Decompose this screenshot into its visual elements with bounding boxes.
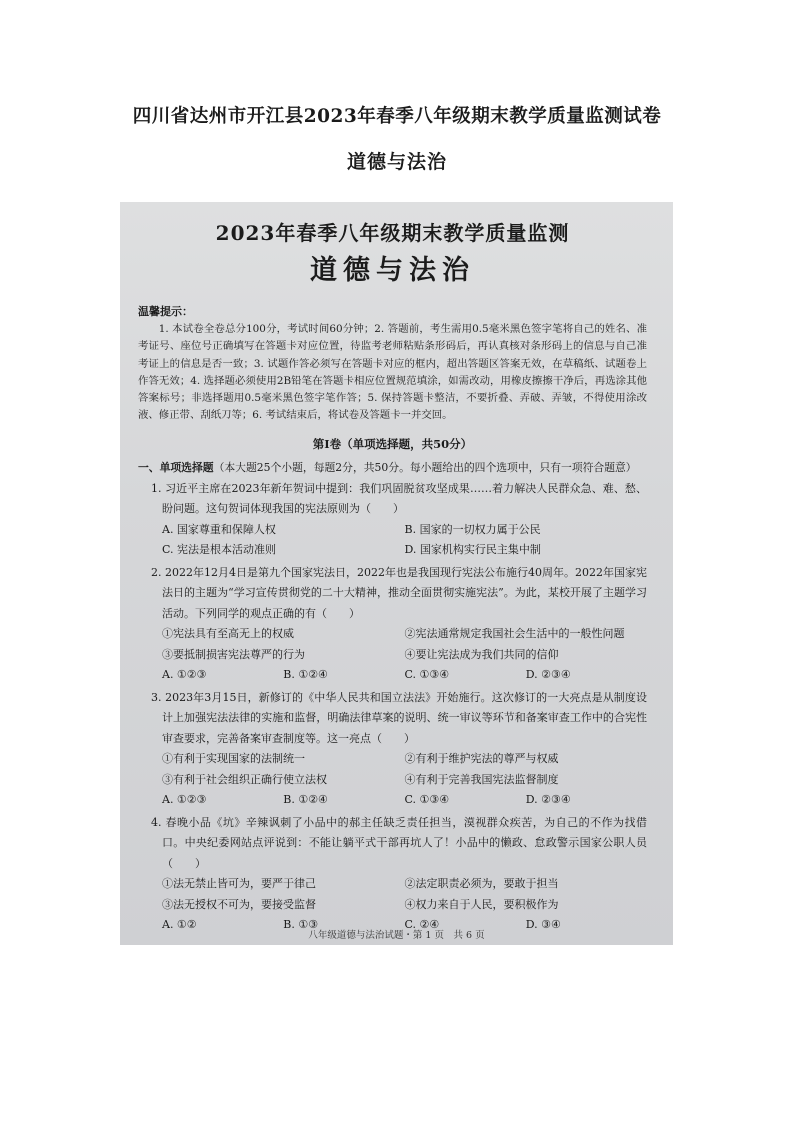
- choice-d: D. ②③④: [525, 668, 571, 682]
- page-footer: 八年级道德与法治试题・第 1 页 共 6 页: [308, 930, 485, 941]
- paper-subject: 道德与法治: [310, 255, 475, 286]
- option-b: B. 国家的一切权力属于公民: [404, 522, 541, 536]
- question-stem: 3. 2023年3月15日，新修订的《中华人民共和国立法法》开始施行。这次修订的一大亮点是从制度设计上加强宪法法律的实施和监督，明确法律草案的说明、统一审议等环节和备案审查工作中的合宪性审查要求，完善备案审查制度等。这一亮点（ ）: [151, 690, 647, 745]
- question-3: [138, 688, 647, 811]
- question-1: [138, 479, 647, 561]
- section-title: [138, 459, 647, 477]
- option-list: [138, 520, 647, 561]
- section-label: 一、单项选择题: [138, 460, 214, 474]
- document-subtitle: 道德与法治: [346, 151, 447, 173]
- statement-1: ①有利于实现国家的法制统一: [162, 752, 305, 766]
- question-stem: 2. 2022年12月4日是第九个国家宪法日，2022年也是我国现行宪法公布施行40周年。2022年国家宪法日的主题为“学习宣传贯彻党的二十大精神，推动全面贯彻实施宪法”。为此，某校开展了主题学习活动。下列同学的观点正确的有（ ）: [151, 565, 647, 620]
- statement-3: ③有利于社会组织正确行使立法权: [162, 772, 327, 786]
- question-2: [138, 563, 647, 686]
- statement-list: [138, 749, 647, 790]
- statement-4: ④有利于完善我国宪法监督制度: [404, 772, 559, 786]
- section-desc: （本大题25个小题，每题2分，共50分。每小题给出的四个选项中，只有一项符合题意）: [213, 460, 637, 474]
- choice-b: B. ①②④: [283, 668, 328, 682]
- part-title: 第Ⅰ卷（单项选择题，共50分）: [312, 436, 473, 451]
- choice-d: D. ③④: [525, 918, 561, 932]
- choice-d: D. ②③④: [525, 793, 571, 807]
- question-stem: 1. 习近平主席在2023年新年贺词中提到：我们巩固脱贫攻坚成果……着力解决人民群众急、难、愁、盼问题。这句贺词体现我国的宪法原则为（ ）: [151, 481, 647, 516]
- document-title: 四川省达州市开江县2023年春季八年级期末教学质量监测试卷: [132, 106, 662, 127]
- option-c: C. 宪法是根本活动准则: [162, 543, 277, 557]
- choice-b: B. ①②④: [283, 793, 328, 807]
- exam-paper-photo: [120, 202, 673, 945]
- statement-4: ④要让宪法成为我们共同的信仰: [404, 647, 559, 661]
- choice-list: [138, 790, 647, 811]
- statement-1: ①法无禁止皆可为，要严于律己: [162, 877, 316, 891]
- question-4: [138, 813, 647, 936]
- statement-list: [138, 874, 647, 915]
- choice-a: A. ①②③: [162, 793, 207, 807]
- statement-4: ④权力来自于人民，要积极作为: [404, 897, 559, 911]
- statement-3: ③要抵制损害宪法尊严的行为: [162, 647, 305, 661]
- option-a: A. 国家尊重和保障人权: [162, 522, 276, 536]
- statement-1: ①宪法具有至高无上的权威: [162, 627, 294, 641]
- choice-c: C. ①③④: [404, 793, 450, 807]
- choice-b: B. ①③: [283, 918, 319, 932]
- statement-2: ②法定职责必须为，要敢于担当: [404, 877, 559, 891]
- reminder-title: 温馨提示：: [138, 305, 193, 318]
- choice-list: [138, 665, 647, 686]
- statement-list: [138, 624, 647, 665]
- choice-a: A. ①②: [162, 918, 197, 932]
- paper-heading: 2023年春季八年级期末教学质量监测: [215, 221, 570, 245]
- statement-3: ③法无授权不可为，要接受监督: [162, 897, 316, 911]
- choice-c: C. ②④: [404, 918, 440, 932]
- choice-c: C. ①③④: [404, 668, 450, 682]
- statement-2: ②宪法通常规定我国社会生活中的一般性问题: [404, 627, 625, 641]
- reminder-body: 1. 本试卷全卷总分100分，考试时间60分钟；2. 答题前，考生需用0.5毫米黑色签字笔将自己的姓名、准考证号、座位号正确填写在答题卡对应位置，待监考老师粘贴条形码后，再认真核对条形码上的信息与自己准考证上的信息是否一致；3. 试题作答必须写在答题卡对应的框内，超出答题区答案无效，在草稿纸、试题卷上作答无效；4. 选择题必须使用2B铅笔在答题卡相应位置规范填涂，如需改动，用橡皮擦擦干净后，再选涂其他答案标号；非选择题用0.5毫米黑色签字笔作答；5. 保持答题卡整洁，不要折叠、弄破、弄皱，不得使用涂改液、修正带、刮纸刀等；6. 考试结束后，将试卷及答题卡一并交回。: [138, 323, 647, 422]
- choice-a: A. ①②③: [162, 668, 207, 682]
- question-stem: 4. 春晚小品《坑》辛辣讽刺了小品中的郝主任缺乏责任担当，漠视群众疾苦，为自己的不作为找借口。中央纪委网站点评说到：不能让躺平式干部再坑人了！小品中的懒政、怠政警示国家公职人员（ ）: [151, 815, 647, 870]
- option-d: D. 国家机构实行民主集中制: [404, 543, 541, 557]
- statement-2: ②有利于维护宪法的尊严与权威: [404, 752, 559, 766]
